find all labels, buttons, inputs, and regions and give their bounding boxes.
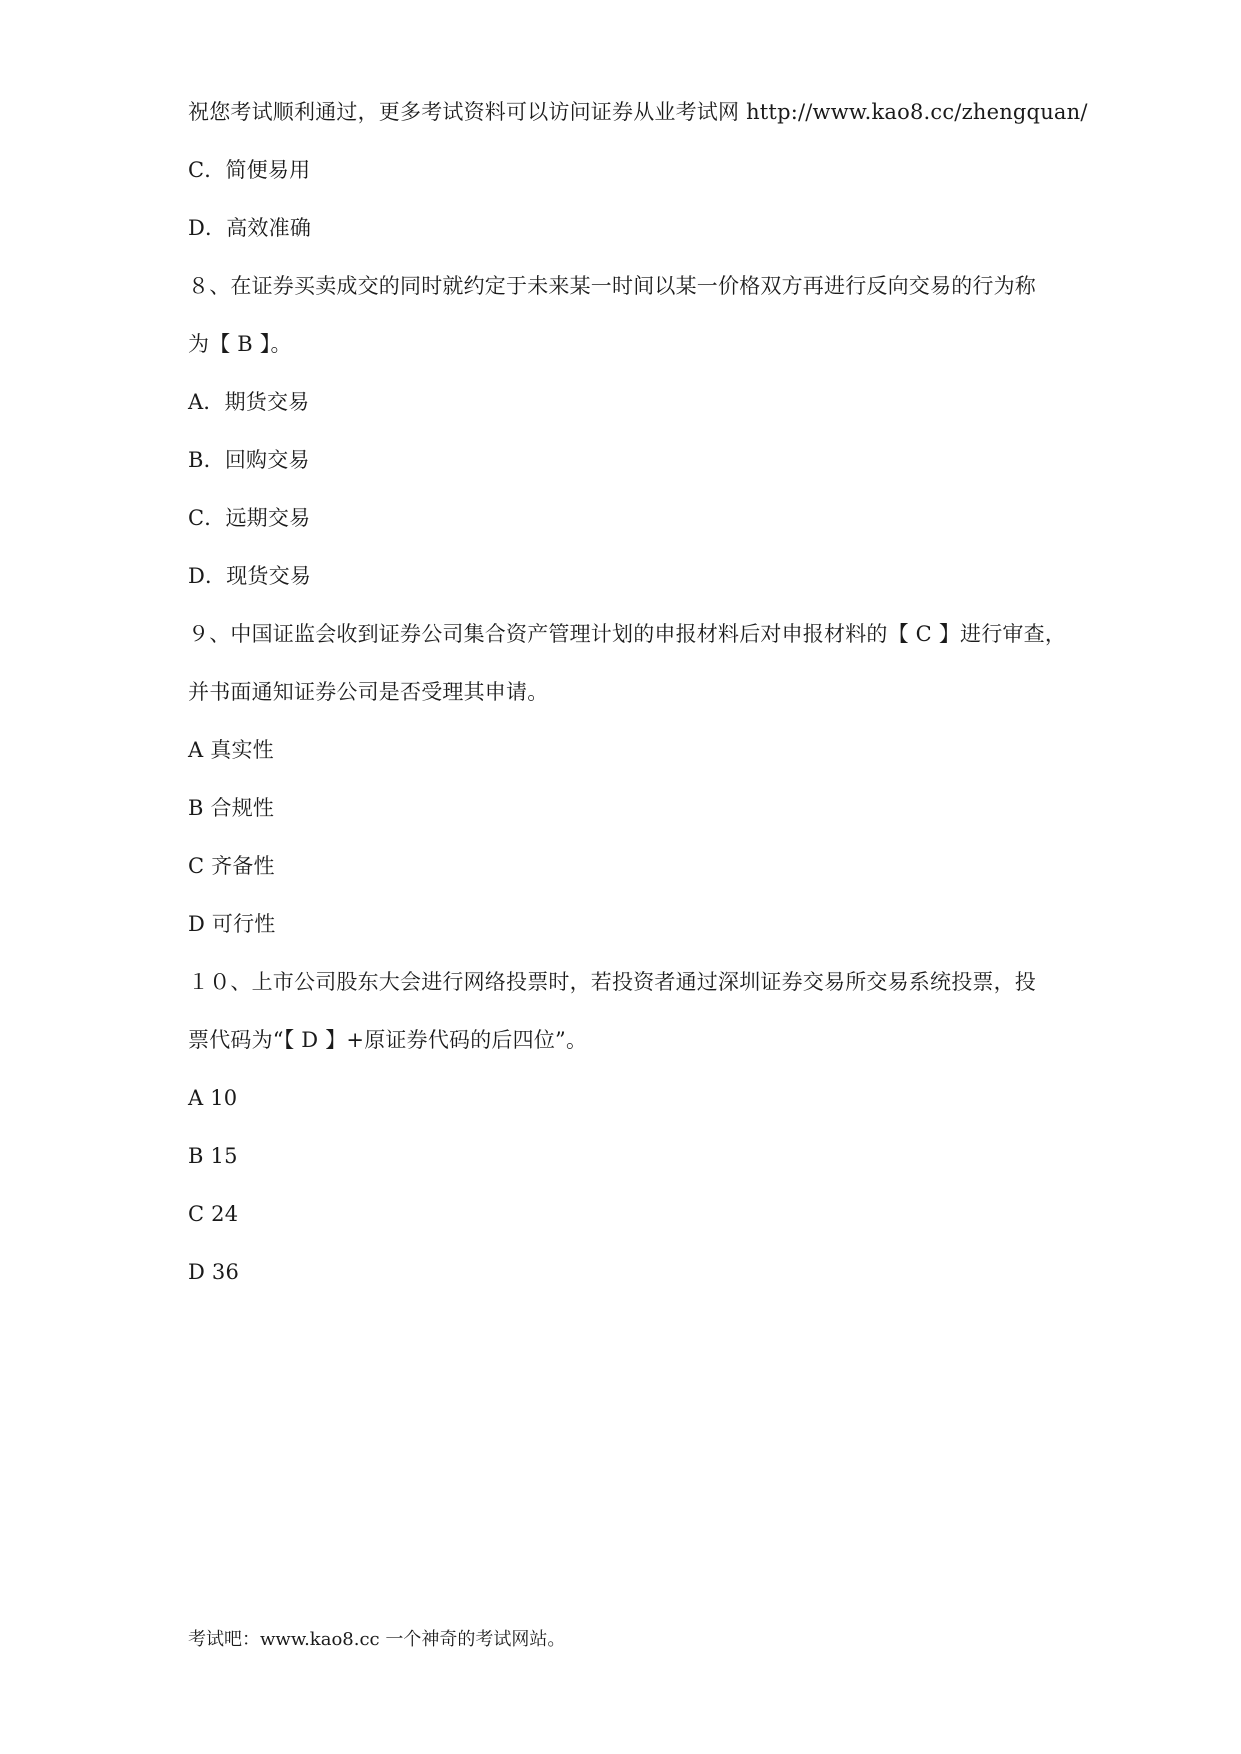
question-9-text-cont: 并书面通知证券公司是否受理其申请。 [188,680,549,704]
question-9-text: ９、中国证监会收到证券公司集合资产管理计划的申报材料后对申报材料的【 C 】进行审查， [188,622,1067,646]
option-line: B 合规性 [188,796,275,820]
question-8-text: ８、在证券买卖成交的同时就约定于未来某一时间以某一价格双方再进行反向交易的行为称 [188,274,1036,298]
option-line: C．简便易用 [188,158,311,182]
question-10-text-cont: 票代码为“【 D 】+原证券代码的后四位”。 [188,1028,588,1052]
option-line: A 10 [188,1086,238,1110]
option-line: D 可行性 [188,912,276,936]
page-header-text: 祝您考试顺利通过，更多考试资料可以访问证券从业考试网 http://www.kao8.cc/zhengquan/ [188,100,1088,124]
option-line: A 真实性 [188,738,274,762]
option-line: D．高效准确 [188,216,312,240]
option-line: A．期货交易 [188,390,310,414]
option-line: C 齐备性 [188,854,275,878]
question-10-text: １０、上市公司股东大会进行网络投票时，若投资者通过深圳证券交易所交易系统投票，投 [188,970,1036,994]
option-line: D 36 [188,1260,240,1284]
option-line: C．远期交易 [188,506,311,530]
page-footer-text: 考试吧：www.kao8.cc 一个神奇的考试网站。 [188,1629,566,1650]
option-line: B 15 [188,1144,238,1168]
question-8-text-cont: 为【 B 】。 [188,332,292,356]
option-line: D．现货交易 [188,564,312,588]
option-line: C 24 [188,1202,239,1226]
option-line: B．回购交易 [188,448,310,472]
